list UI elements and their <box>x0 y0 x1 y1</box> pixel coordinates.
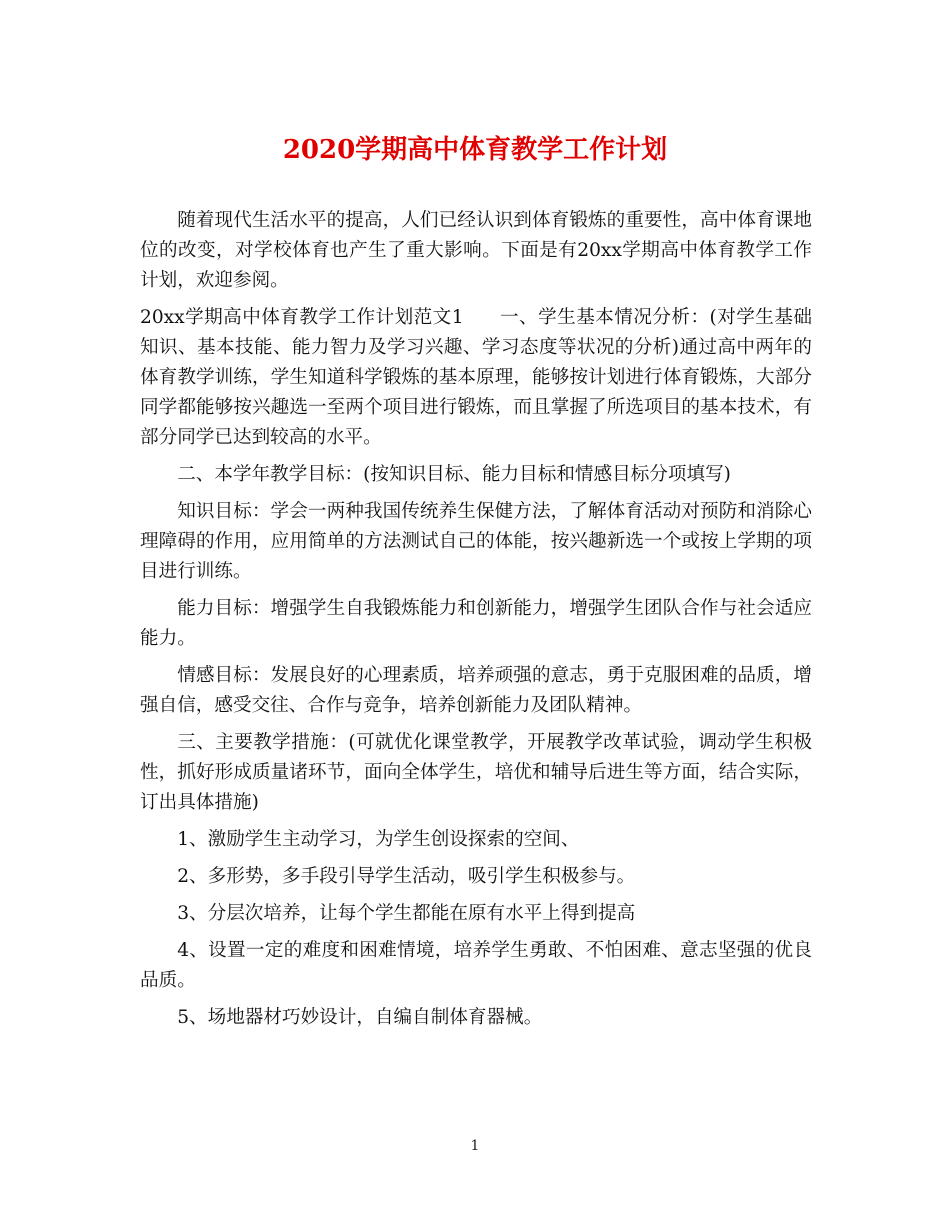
measure-item: 4、设置一定的难度和困难情境，培养学生勇敢、不怕困难、意志坚强的优良品质。 <box>140 940 812 991</box>
sample-section-paragraph <box>140 303 812 453</box>
student-analysis-text: 一、学生基本情况分析：(对学生基础知识、基本技能、能力智力及学习兴趣、学习态度等状况的分析)通过高中两年的体育教学训练，学生知道科学锻炼的基本原理，能够按计划进行体育锻炼，大部分同学都能够按兴趣选一至两个项目进行锻炼，而且掌握了所选项目的基本技术，有部分同学已达到较高的水平。 <box>140 307 812 448</box>
page-number: 1 <box>470 1138 480 1154</box>
measure-item: 5、场地器材巧妙设计，自编自制体育器械。 <box>177 1007 543 1028</box>
teaching-goals-heading: 二、本学年教学目标：(按知识目标、能力目标和情感目标分项填写) <box>177 464 731 485</box>
measure-item: 1、激励学生主动学习，为学生创设探索的空间、 <box>177 829 580 850</box>
emotion-goal-paragraph: 情感目标：发展良好的心理素质，培养顽强的意志，勇于克服困难的品质，增强自信，感受交往、合作与竞争，培养创新能力及团队精神。 <box>140 665 812 716</box>
teaching-measures-heading: 三、主要教学措施：(可就优化课堂教学，开展教学改革试验，调动学生积极性，抓好形成质量诸环节，面向全体学生，培优和辅导后进生等方面，结合实际，订出具体措施) <box>140 732 812 813</box>
sample-heading: 20xx学期高中体育教学工作计划范文1 <box>140 307 464 328</box>
measure-item: 3、分层次培养，让每个学生都能在原有水平上得到提高 <box>177 903 636 924</box>
document-title: 2020学期高中体育教学工作计划 <box>282 135 668 165</box>
knowledge-goal-paragraph: 知识目标：学会一两种我国传统养生保健方法，了解体育活动对预防和消除心理障碍的作用，应用简单的方法测试自己的体能，按兴趣新选一个或按上学期的项目进行训练。 <box>140 501 812 582</box>
ability-goal-paragraph: 能力目标：增强学生自我锻炼能力和创新能力，增强学生团队合作与社会适应能力。 <box>140 598 812 649</box>
document-body <box>140 206 812 1040</box>
measure-item: 2、多形势，多手段引导学生活动，吸引学生积极参与。 <box>177 866 636 887</box>
intro-paragraph: 随着现代生活水平的提高，人们已经认识到体育锻炼的重要性，高中体育课地位的改变，对学校体育也产生了重大影响。下面是有20xx学期高中体育教学工作计划，欢迎参阅。 <box>140 210 812 291</box>
